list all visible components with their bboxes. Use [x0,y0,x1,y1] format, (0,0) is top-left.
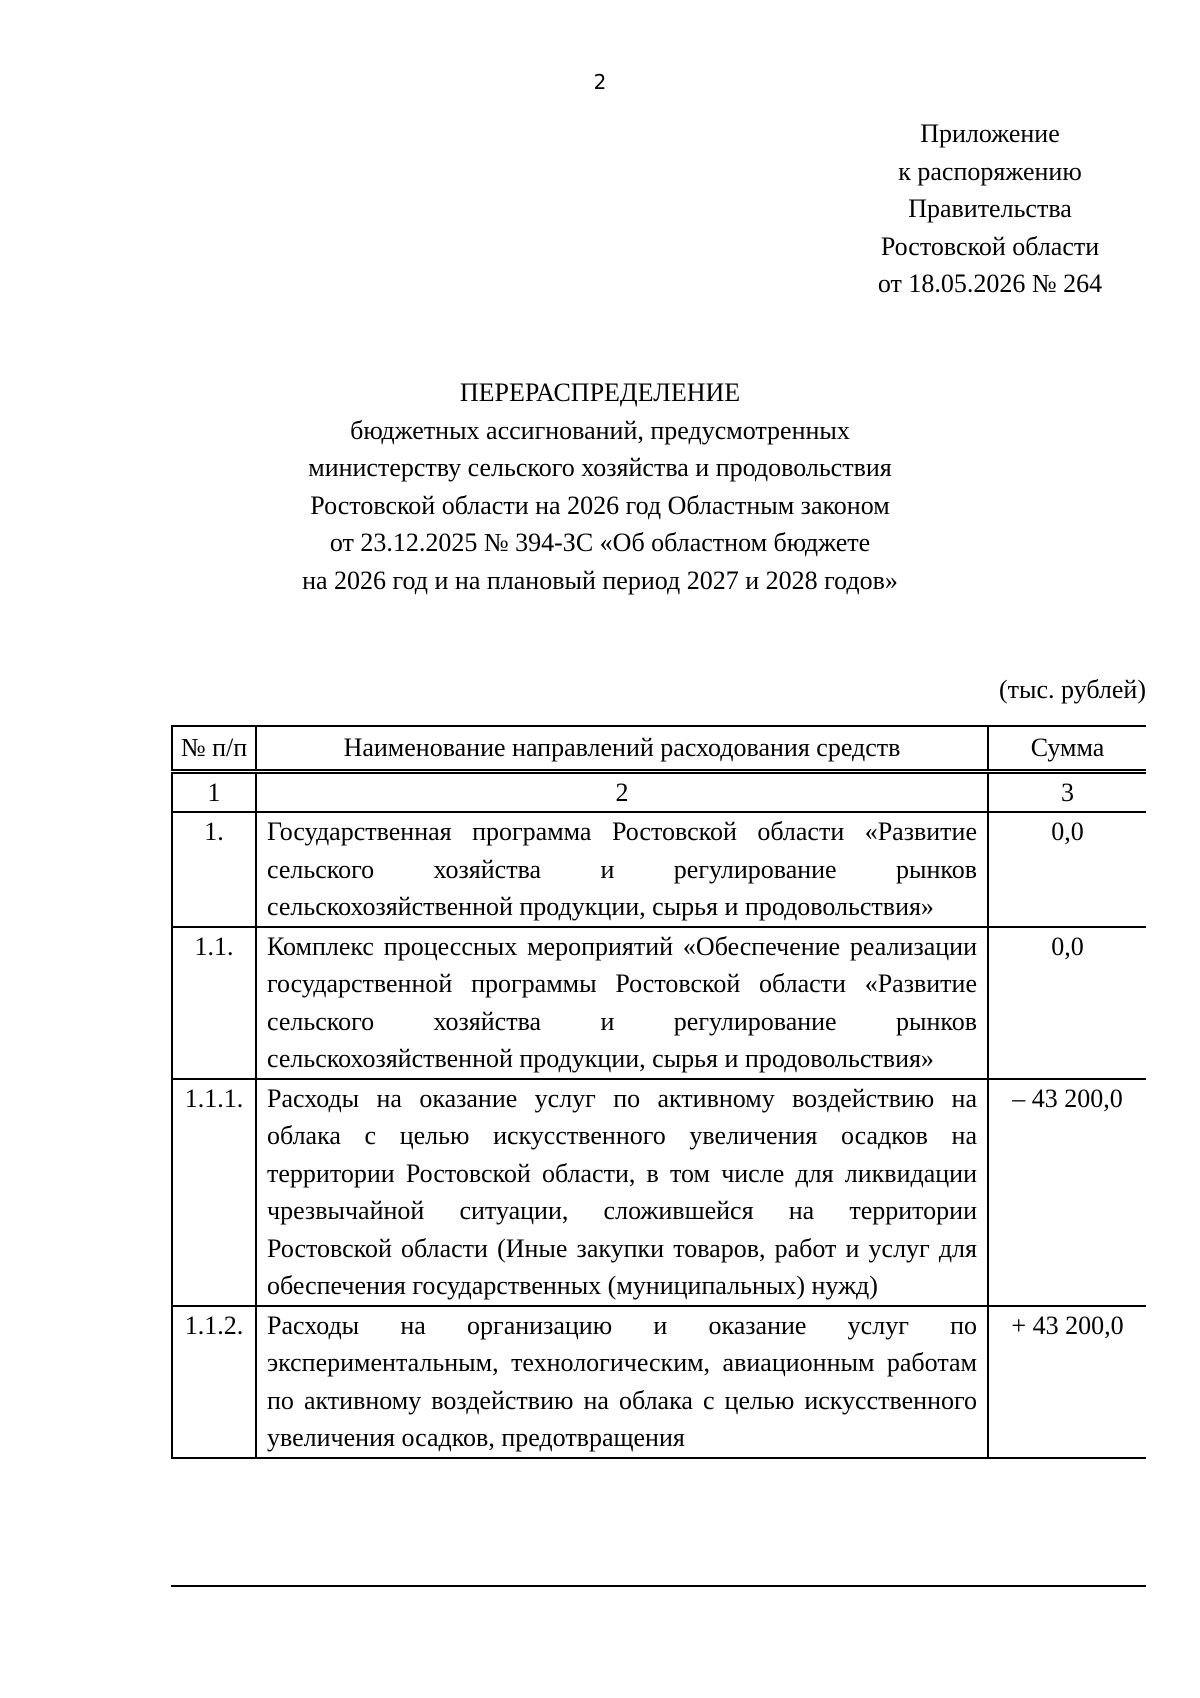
units-label: (тыс. рублей) [998,675,1146,704]
column-number: 2 [256,771,988,812]
row-num: 1.1. [172,927,256,1079]
table-row [172,1079,1146,1306]
approval-line: от 18.05.2026 № 264 [877,269,1103,298]
heading-line: от 23.12.2025 № 394-ЗС «Об областном бюджете [329,528,871,557]
heading-line: Ростовской области на 2026 год Областным законом [310,490,890,520]
budget-table-container [171,725,1146,1587]
approval-line: Правительства [908,194,1072,223]
heading-line: на 2026 год и на плановый период 2027 и 2028 годов» [302,565,898,595]
approval-block [840,115,1140,303]
column-number: 1 [172,771,256,812]
row-name: Расходы на организацию и оказание услуг по экспериментальным, технологическим, авиационным работам по активному воздействию на облака с целью искусственного увеличения осадков, предотвращения [256,1306,988,1458]
header-num: № п/п [172,726,256,771]
table-row [172,812,1146,927]
row-num: 1.1.2. [172,1306,256,1458]
row-sum: – 43 200,0 [988,1079,1146,1306]
row-name: Комплекс процессных мероприятий «Обеспечение реализации государственной программы Ростовской области «Развитие сельского хозяйства и регулирование рынков сельскохозяйственной продукции, сырья и продовольствия» [256,927,988,1079]
header-name: Наименование направлений расходования средств [256,726,988,771]
row-name: Государственная программа Ростовской области «Развитие сельского хозяйства и регулирование рынков сельскохозяйственной продукции, сырья и продовольствия» [256,812,988,927]
header-sum: Сумма [988,726,1146,771]
document-title: ПЕРЕРАСПРЕДЕЛЕНИЕ [459,378,741,407]
table-header-row [172,726,1146,771]
page-number: 2 [593,70,607,94]
table-row [172,1306,1146,1458]
row-name: Расходы на оказание услуг по активному воздействию на облака с целью искусственного увеличения осадков на территории Ростовской области, в том числе для ликвидации чрезвычайной ситуации, сложившейся на территории Ростовской области (Иные закупки товаров, работ и услуг для обеспечения государственных (муниципальных) нужд) [256,1079,988,1306]
approval-line: к распоряжению [898,156,1082,186]
heading-line: министерству сельского хозяйства и продовольствия [308,453,892,482]
approval-line: Приложение [920,119,1060,148]
table-row [172,927,1146,1079]
heading-line: бюджетных ассигнований, предусмотренных [350,415,850,445]
row-num: 1. [172,812,256,927]
row-num: 1.1.1. [172,1079,256,1306]
column-number: 3 [988,771,1146,812]
row-sum: 0,0 [988,927,1146,1079]
row-sum: + 43 200,0 [988,1306,1146,1458]
budget-table [171,725,1146,1459]
document-heading [0,374,1200,599]
column-numbers-row [172,771,1146,812]
row-sum: 0,0 [988,812,1146,927]
approval-line: Ростовской области [880,231,1100,261]
